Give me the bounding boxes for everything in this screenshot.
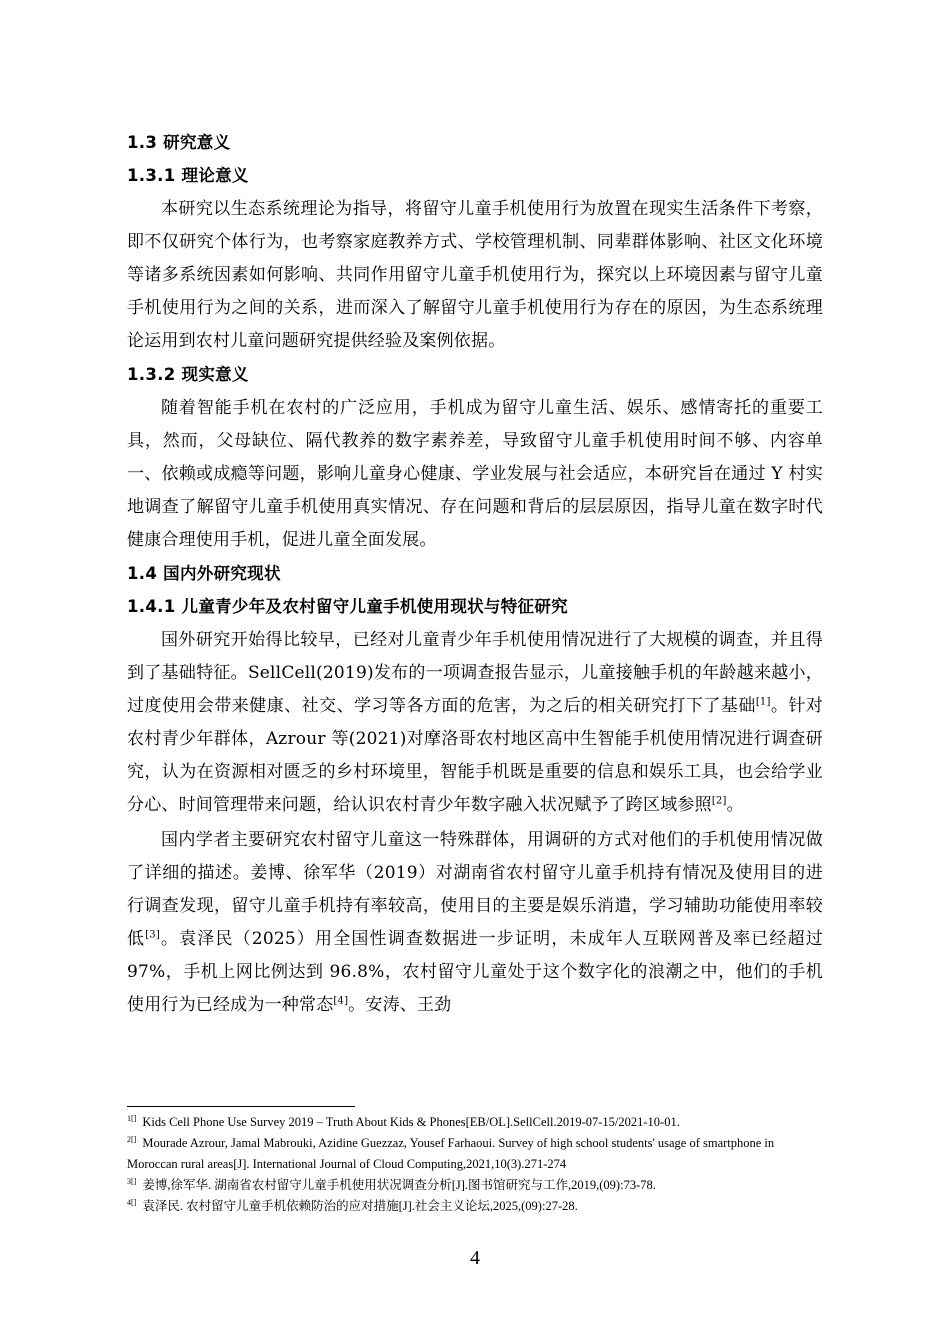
footnote-mark: 4[] xyxy=(127,1197,137,1207)
footnote-text: 姜博,徐军华. 湖南省农村留守儿童手机使用状况调查分析[J].图书馆研究与工作,2019,(09):73-78. xyxy=(142,1178,656,1192)
text-run: 。针对农村青少年群体，Azrour 等(2021)对摩洛哥农村地区高中生智能手机使用情况进行调查研究，认为在资源相对匮乏的乡村环境里，智能手机既是重要的信息和娱乐工具，也会给学业分心、时间管理带来问题，给认识农村青少年数字融入状况赋予了跨区域参照 xyxy=(127,696,823,815)
footnote-mark: 3[] xyxy=(127,1176,137,1186)
heading-1-3-1: 1.3.1 理论意义 xyxy=(127,166,249,185)
paragraph-foreign-research xyxy=(127,624,823,822)
paragraph-theoretical-significance: 本研究以生态系统理论为指导，将留守儿童手机使用行为放置在现实生活条件下考察，即不仅研究个体行为，也考察家庭教养方式、学校管理机制、同辈群体影响、社区文化环境等诸多系统因素如何影响、共同作用留守儿童手机使用行为，探究以上环境因素与留守儿童手机使用行为之间的关系，进而深入了解留守儿童手机使用行为存在的原因，为生态系统理论运用到农村儿童问题研究提供经验及案例依据。 xyxy=(127,199,823,351)
text-run: 国内学者主要研究农村留守儿童这一特殊群体，用调研的方式对他们的手机使用情况做了详细的描述。姜博、徐军华（2019）对湖南省农村留守儿童手机持有情况及使用目的进行调查发现，留守儿童手机持有率较高，使用目的主要是娱乐消遣，学习辅助功能使用率较低 xyxy=(127,830,823,949)
paragraph-domestic-research xyxy=(127,824,823,1022)
text-run: 。安涛、王劲 xyxy=(348,995,452,1015)
footnote-mark: 1[] xyxy=(127,1113,137,1123)
footnote-1 xyxy=(127,1112,827,1133)
heading-1-3-2: 1.3.2 现实意义 xyxy=(127,365,249,384)
text-run: 。袁泽民（2025）用全国性调查数据进一步证明，未成年人互联网普及率已经超过 97%，手机上网比例达到 96.8%，农村留守儿童处于这个数字化的浪潮之中，他们的手机使用行为已经成为一种常态 xyxy=(127,929,823,1015)
footnote-4 xyxy=(127,1196,827,1217)
footnote-text: 袁泽民. 农村留守儿童手机依赖防治的应对措施[J].社会主义论坛,2025,(09):27-28. xyxy=(142,1199,578,1213)
page-number: 4 xyxy=(470,1247,480,1269)
body-content xyxy=(127,128,823,1024)
footnote-text: Kids Cell Phone Use Survey 2019 – Truth About Kids & Phones[EB/OL].SellCell.2019-07-15/2021-10-01. xyxy=(142,1115,680,1129)
footnote-mark: 2[] xyxy=(127,1134,137,1144)
footnote-3 xyxy=(127,1175,827,1196)
citation-ref-2[interactable]: [2] xyxy=(711,795,727,807)
footnote-divider xyxy=(127,1106,355,1107)
paragraph-practical-significance: 随着智能手机在农村的广泛应用，手机成为留守儿童生活、娱乐、感情寄托的重要工具，然而，父母缺位、隔代教养的数字素养差，导致留守儿童手机使用时间不够、内容单一、依赖或成瘾等问题，影响儿童身心健康、学业发展与社会适应，本研究旨在通过 Y 村实地调查了解留守儿童手机使用真实情况、存在问题和背后的层层原因，指导儿童在数字时代健康合理使用手机，促进儿童全面发展。 xyxy=(127,398,823,550)
heading-1-4: 1.4 国内外研究现状 xyxy=(127,564,281,583)
footnote-2 xyxy=(127,1133,827,1175)
text-run: 。 xyxy=(726,795,744,815)
citation-ref-3[interactable]: [3] xyxy=(145,929,160,941)
footnote-text: Mourade Azrour, Jamal Mabrouki, Azidine Guezzaz, Yousef Farhaoui. Survey of high school students' usage of smartphone in Moroccan rural areas[J]. International Journal of Cloud Computing,2021,10(3).271-274 xyxy=(127,1136,775,1171)
heading-1-3: 1.3 研究意义 xyxy=(127,133,231,152)
text-run: 国外研究开始得比较早，已经对儿童青少年手机使用情况进行了大规模的调查，并且得到了基础特征。SellCell(2019)发布的一项调查报告显示，儿童接触手机的年龄越来越小，过度使用会带来健康、社交、学习等各方面的危害，为之后的相关研究打下了基础 xyxy=(127,630,823,716)
heading-1-4-1: 1.4.1 儿童青少年及农村留守儿童手机使用现状与特征研究 xyxy=(127,597,568,616)
citation-ref-4[interactable]: [4] xyxy=(333,995,349,1007)
citation-ref-1[interactable]: [1] xyxy=(755,696,771,708)
footnotes xyxy=(127,1112,827,1217)
